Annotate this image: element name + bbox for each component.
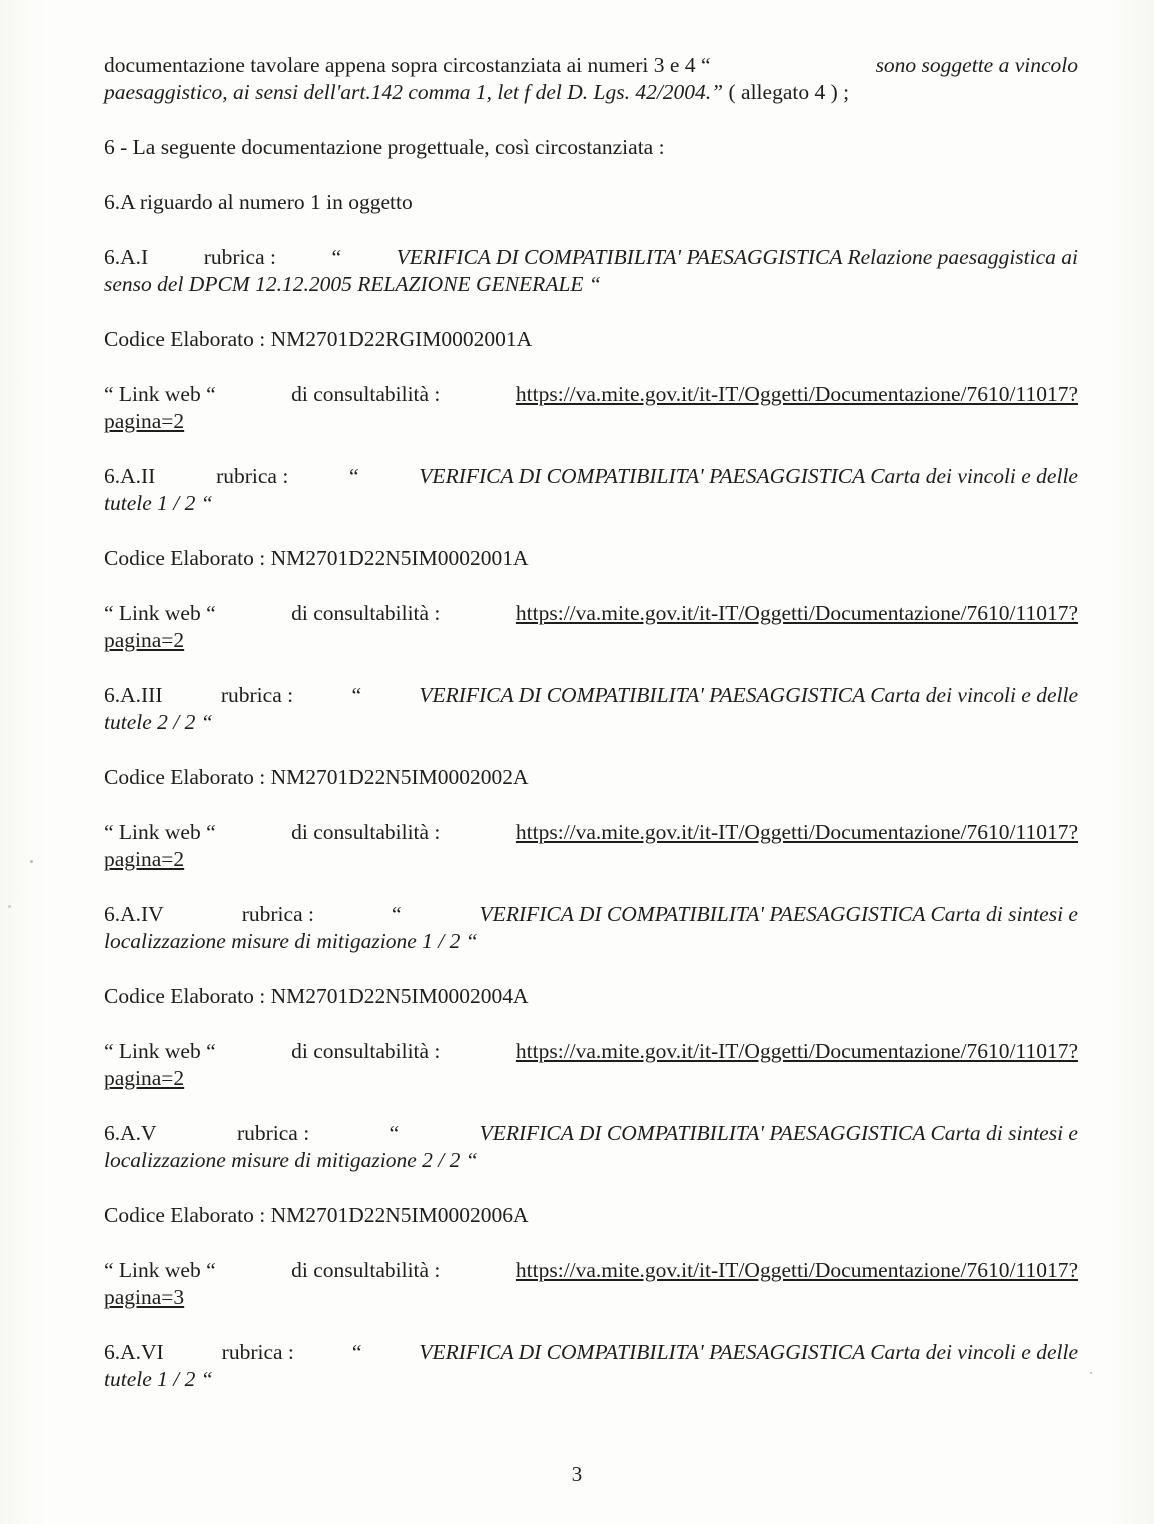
link-label-rest: di consultabilità : xyxy=(291,1258,441,1282)
code-value: NM2701D22RGIM0002001A xyxy=(270,327,533,351)
link-label-rest: di consultabilità : xyxy=(291,601,441,625)
entry-block xyxy=(104,1120,1078,1311)
code-line xyxy=(104,1202,1078,1229)
code-line xyxy=(104,326,1078,353)
open-quote: “ xyxy=(351,683,361,707)
intro-line-2 xyxy=(104,79,1078,106)
scan-speck xyxy=(30,860,33,863)
rubrica-label: rubrica : xyxy=(241,902,314,926)
entry-rubrica xyxy=(104,901,1078,955)
scan-speck xyxy=(8,905,11,908)
document-body xyxy=(104,52,1078,1393)
document-link-cont[interactable]: pagina=3 xyxy=(104,1285,185,1309)
code-label: Codice Elaborato : xyxy=(104,1203,266,1227)
link-label-open: “ Link web “ xyxy=(104,820,216,844)
code-label: Codice Elaborato : xyxy=(104,546,266,570)
link-line-2 xyxy=(104,1284,1078,1311)
rubrica-title-line-2: localizzazione misure di mitigazione 1 / 2 “ xyxy=(104,929,478,953)
entry-rubrica xyxy=(104,1120,1078,1174)
rubrica-line-1 xyxy=(104,682,1078,709)
link-paragraph xyxy=(104,381,1078,435)
rubrica-title-line-1: VERIFICA DI COMPATIBILITA' PAESAGGISTICA Carta di sintesi e xyxy=(479,902,1078,926)
link-label-open: “ Link web “ xyxy=(104,1039,216,1063)
document-link[interactable]: https://va.mite.gov.it/it-IT/Oggetti/Documentazione/7610/11017? xyxy=(515,382,1078,406)
intro-text: documentazione tavolare appena sopra circostanziata ai numeri 3 e 4 “ xyxy=(104,53,711,77)
intro-italic: sono soggette a vincolo xyxy=(875,53,1078,77)
document-link-cont[interactable]: pagina=2 xyxy=(104,1066,185,1090)
scan-speck xyxy=(1090,1372,1092,1374)
entry-block xyxy=(104,901,1078,1092)
link-paragraph xyxy=(104,600,1078,654)
rubrica-title-line-1: VERIFICA DI COMPATIBILITA' PAESAGGISTICA Carta dei vincoli e delle xyxy=(419,1340,1078,1364)
code-line xyxy=(104,545,1078,572)
rubrica-title-line-2: localizzazione misure di mitigazione 2 / 2 “ xyxy=(104,1148,478,1172)
link-label-open: “ Link web “ xyxy=(104,1258,216,1282)
link-line-2 xyxy=(104,408,1078,435)
code-value: NM2701D22N5IM0002002A xyxy=(270,765,529,789)
entry-block xyxy=(104,244,1078,435)
entry-rubrica xyxy=(104,463,1078,517)
rubrica-line-1 xyxy=(104,244,1078,271)
link-label-rest: di consultabilità : xyxy=(291,382,441,406)
rubrica-line-1 xyxy=(104,1339,1078,1366)
link-line-1 xyxy=(104,600,1078,627)
intro-italic-cont: paesaggistico, ai sensi dell'art.142 comma 1, let f del D. Lgs. 42/2004.” xyxy=(104,80,724,104)
rubrica-title-line-1: VERIFICA DI COMPATIBILITA' PAESAGGISTICA Carta dei vincoli e delle xyxy=(419,464,1078,488)
link-label-rest: di consultabilità : xyxy=(291,1039,441,1063)
code-value: NM2701D22N5IM0002006A xyxy=(270,1203,529,1227)
code-label: Codice Elaborato : xyxy=(104,984,266,1008)
code-label: Codice Elaborato : xyxy=(104,327,266,351)
rubrica-title-line-2: tutele 1 / 2 “ xyxy=(104,491,213,515)
link-paragraph xyxy=(104,1257,1078,1311)
open-quote: “ xyxy=(349,464,359,488)
rubrica-number: 6.A.V xyxy=(104,1121,157,1145)
rubrica-title-line-2: tutele 1 / 2 “ xyxy=(104,1367,213,1391)
link-line-2 xyxy=(104,627,1078,654)
rubrica-label: rubrica : xyxy=(221,1340,294,1364)
link-line-1 xyxy=(104,1038,1078,1065)
link-label-open: “ Link web “ xyxy=(104,382,216,406)
rubrica-label: rubrica : xyxy=(220,683,294,707)
open-quote: “ xyxy=(389,1121,400,1145)
document-link[interactable]: https://va.mite.gov.it/it-IT/Oggetti/Documentazione/7610/11017? xyxy=(515,1039,1078,1063)
rubrica-title-line-2: tutele 2 / 2 “ xyxy=(104,710,213,734)
document-link-cont[interactable]: pagina=2 xyxy=(104,628,185,652)
code-label: Codice Elaborato : xyxy=(104,765,266,789)
intro-line-1 xyxy=(104,52,1078,79)
link-paragraph xyxy=(104,1038,1078,1092)
link-label-open: “ Link web “ xyxy=(104,601,216,625)
entry-block xyxy=(104,682,1078,873)
link-label-rest: di consultabilità : xyxy=(291,820,441,844)
rubrica-title-line-1: VERIFICA DI COMPATIBILITA' PAESAGGISTICA Carta di sintesi e xyxy=(479,1121,1078,1145)
intro-paragraph xyxy=(104,52,1078,106)
code-value: NM2701D22N5IM0002001A xyxy=(270,546,529,570)
section-6-heading: 6 - La seguente documentazione progettuale, così circostanziata : xyxy=(104,135,665,159)
entry-rubrica xyxy=(104,1339,1078,1393)
link-line-1 xyxy=(104,819,1078,846)
rubrica-label: rubrica : xyxy=(216,464,289,488)
section-6A-heading: 6.A riguardo al numero 1 in oggetto xyxy=(104,190,413,214)
page-number: 3 xyxy=(571,1462,583,1486)
link-line-2 xyxy=(104,1065,1078,1092)
link-line-1 xyxy=(104,1257,1078,1284)
document-link[interactable]: https://va.mite.gov.it/it-IT/Oggetti/Documentazione/7610/11017? xyxy=(515,1258,1078,1282)
code-value: NM2701D22N5IM0002004A xyxy=(270,984,529,1008)
open-quote: “ xyxy=(351,1340,362,1364)
rubrica-title-line-1: VERIFICA DI COMPATIBILITA' PAESAGGISTICA Carta dei vincoli e delle xyxy=(419,683,1078,707)
rubrica-number: 6.A.IV xyxy=(104,902,164,926)
document-link-cont[interactable]: pagina=2 xyxy=(104,409,185,433)
rubrica-line-1 xyxy=(104,901,1078,928)
rubrica-number: 6.A.II xyxy=(104,464,156,488)
open-quote: “ xyxy=(391,902,402,926)
rubrica-number: 6.A.III xyxy=(104,683,163,707)
rubrica-title-line-1: VERIFICA DI COMPATIBILITA' PAESAGGISTICA Relazione paesaggistica ai xyxy=(396,245,1078,269)
document-link[interactable]: https://va.mite.gov.it/it-IT/Oggetti/Documentazione/7610/11017? xyxy=(515,601,1078,625)
rubrica-line-1 xyxy=(104,1120,1078,1147)
document-link-cont[interactable]: pagina=2 xyxy=(104,847,185,871)
rubrica-label: rubrica : xyxy=(203,245,276,269)
entries-list xyxy=(104,244,1078,1311)
rubrica-number: 6.A.VI xyxy=(104,1340,164,1364)
code-line xyxy=(104,764,1078,791)
entry-rubrica xyxy=(104,682,1078,736)
intro-tail: ( allegato 4 ) ; xyxy=(728,80,850,104)
open-quote: “ xyxy=(331,245,342,269)
rubrica-label: rubrica : xyxy=(236,1121,310,1145)
link-paragraph xyxy=(104,819,1078,873)
entry-block xyxy=(104,463,1078,654)
document-link[interactable]: https://va.mite.gov.it/it-IT/Oggetti/Documentazione/7610/11017? xyxy=(515,820,1078,844)
entry-rubrica xyxy=(104,244,1078,298)
link-line-1 xyxy=(104,381,1078,408)
rubrica-title-line-2: senso del DPCM 12.12.2005 RELAZIONE GENERALE “ xyxy=(104,272,601,296)
link-line-2 xyxy=(104,846,1078,873)
rubrica-number: 6.A.I xyxy=(104,245,149,269)
rubrica-line-1 xyxy=(104,463,1078,490)
code-line xyxy=(104,983,1078,1010)
